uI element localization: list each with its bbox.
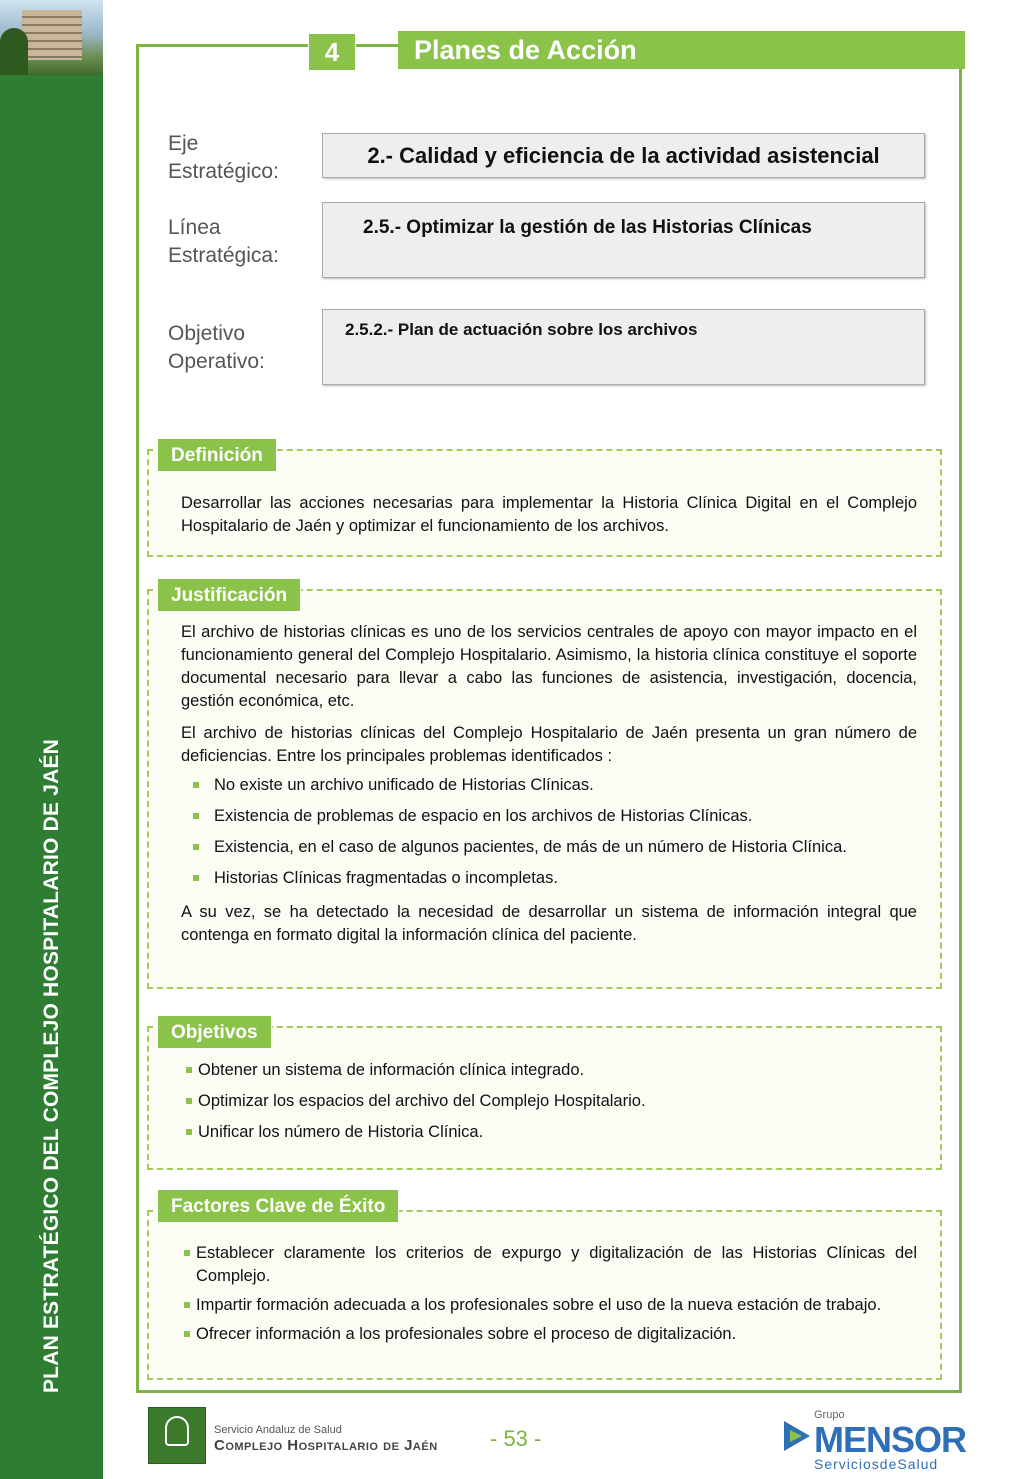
definicion-label: Definición — [157, 438, 277, 472]
list-item — [181, 805, 917, 828]
factores-label: Factores Clave de Éxito — [157, 1189, 399, 1223]
definicion-text: Desarrollar las acciones necesarias para implementar la Historia Clínica Digital en el Complejo Hospitalario de Jaén y optimizar el funcionamiento de los archivos. — [181, 494, 917, 535]
bullet-icon — [186, 1067, 192, 1073]
sidebar — [0, 0, 103, 1479]
linea-value: 2.5.- Optimizar la gestión de las Historias Clínicas — [363, 217, 812, 238]
eje-label — [168, 130, 318, 186]
justificacion-label: Justificación — [157, 578, 301, 612]
bullet-icon — [193, 782, 199, 788]
seal-icon — [165, 1416, 189, 1446]
eje-value-box — [322, 133, 925, 178]
factores-body — [181, 1242, 917, 1346]
bullet-icon — [186, 1129, 192, 1135]
justificacion-paragraph-1: El archivo de historias clínicas es uno de los servicios centrales de apoyo con mayor impacto en el funcionamiento general del Complejo Hospitalario. Asimismo, la historia clínica constituye el soporte documental necesario para llevar a cabo las funciones de asistencia, investigación, docencia, gestión económica, etc. — [181, 623, 917, 710]
objetivo-value: 2.5.2.- Plan de actuación sobre los archivos — [345, 320, 698, 339]
grupo-text: Grupo — [814, 1409, 845, 1421]
justificacion-body — [181, 621, 917, 947]
justificacion-paragraph-2: El archivo de historias clínicas del Complejo Hospitalario de Jaén presenta un gran número de deficiencias. Entre los principales problemas identificados : — [181, 724, 917, 765]
bullet-icon — [193, 844, 199, 850]
section-title: Planes de Acción — [398, 31, 965, 69]
definicion-body — [181, 492, 917, 538]
servicios-text: ServiciosdeSalud — [814, 1456, 939, 1472]
hospital-photo — [0, 0, 103, 75]
linea-label-line1: Línea — [168, 216, 221, 239]
list-item — [181, 1294, 917, 1317]
objetivo-label — [168, 320, 318, 376]
eje-label-line1: Eje — [168, 132, 199, 155]
list-item-text: Optimizar los espacios del archivo del Complejo Hospitalario. — [198, 1092, 646, 1110]
list-item-text: Historias Clínicas fragmentadas o incompletas. — [214, 869, 558, 887]
bullet-icon — [184, 1302, 190, 1308]
objetivo-label-line2: Operativo: — [168, 350, 265, 373]
list-item-text: Establecer claramente los criterios de expurgo y digitalización de las Historias Clínicas del Complejo. — [196, 1244, 917, 1285]
list-item — [181, 1242, 917, 1288]
mensor-logo-text: MENSOR — [814, 1419, 967, 1460]
eje-value: 2.- Calidad y eficiencia de la actividad asistencial — [367, 143, 880, 168]
linea-label-line2: Estratégica: — [168, 244, 279, 267]
list-item — [183, 1090, 919, 1113]
eje-label-line2: Estratégico: — [168, 160, 279, 183]
list-item-text: Existencia de problemas de espacio en los archivos de Historias Clínicas. — [214, 807, 753, 825]
bullet-icon — [184, 1250, 190, 1256]
complejo-name: Complejo Hospitalario de Jaén — [214, 1437, 438, 1454]
bullet-icon — [193, 813, 199, 819]
bullet-icon — [186, 1098, 192, 1104]
objetivos-label: Objetivos — [157, 1015, 272, 1049]
list-item-text: Obtener un sistema de información clínica integrado. — [198, 1061, 585, 1079]
list-item — [181, 836, 917, 859]
building-image — [22, 10, 82, 60]
bullet-icon — [193, 875, 199, 881]
list-item-text: Existencia, en el caso de algunos pacientes, de más de un número de Historia Clínica. — [214, 838, 847, 856]
bullet-icon — [184, 1331, 190, 1337]
page-number: - 53 - — [490, 1426, 542, 1451]
objetivos-body — [183, 1059, 919, 1144]
section-number: 4 — [308, 33, 356, 71]
junta-andalucia-logo — [148, 1407, 206, 1464]
objetivo-value-box — [322, 309, 925, 385]
list-item-text: Unificar los número de Historia Clínica. — [198, 1123, 484, 1141]
objetivo-label-line1: Objetivo — [168, 322, 246, 345]
linea-label — [168, 214, 318, 270]
list-item — [183, 1121, 919, 1144]
tree-image — [0, 28, 28, 75]
list-item — [181, 774, 917, 797]
list-item — [181, 867, 917, 890]
list-item — [181, 1323, 917, 1346]
vertical-plan-title: PLAN ESTRATÉGICO DEL COMPLEJO HOSPITALARIO DE JAÉN — [40, 738, 63, 1394]
linea-value-box — [322, 202, 925, 278]
justificacion-paragraph-3: A su vez, se ha detectado la necesidad de desarrollar un sistema de información integral que contenga en formato digital la información clínica del paciente. — [181, 903, 917, 944]
list-item-text: Ofrecer información a los profesionales sobre el proceso de digitalización. — [196, 1325, 737, 1343]
list-item-text: No existe un archivo unificado de Historias Clínicas. — [214, 776, 594, 794]
list-item — [183, 1059, 919, 1082]
mensor-logo-icon — [784, 1421, 810, 1451]
list-item-text: Impartir formación adecuada a los profesionales sobre el uso de la nueva estación de trabajo. — [196, 1296, 882, 1314]
sas-name: Servicio Andaluz de Salud — [214, 1424, 342, 1436]
